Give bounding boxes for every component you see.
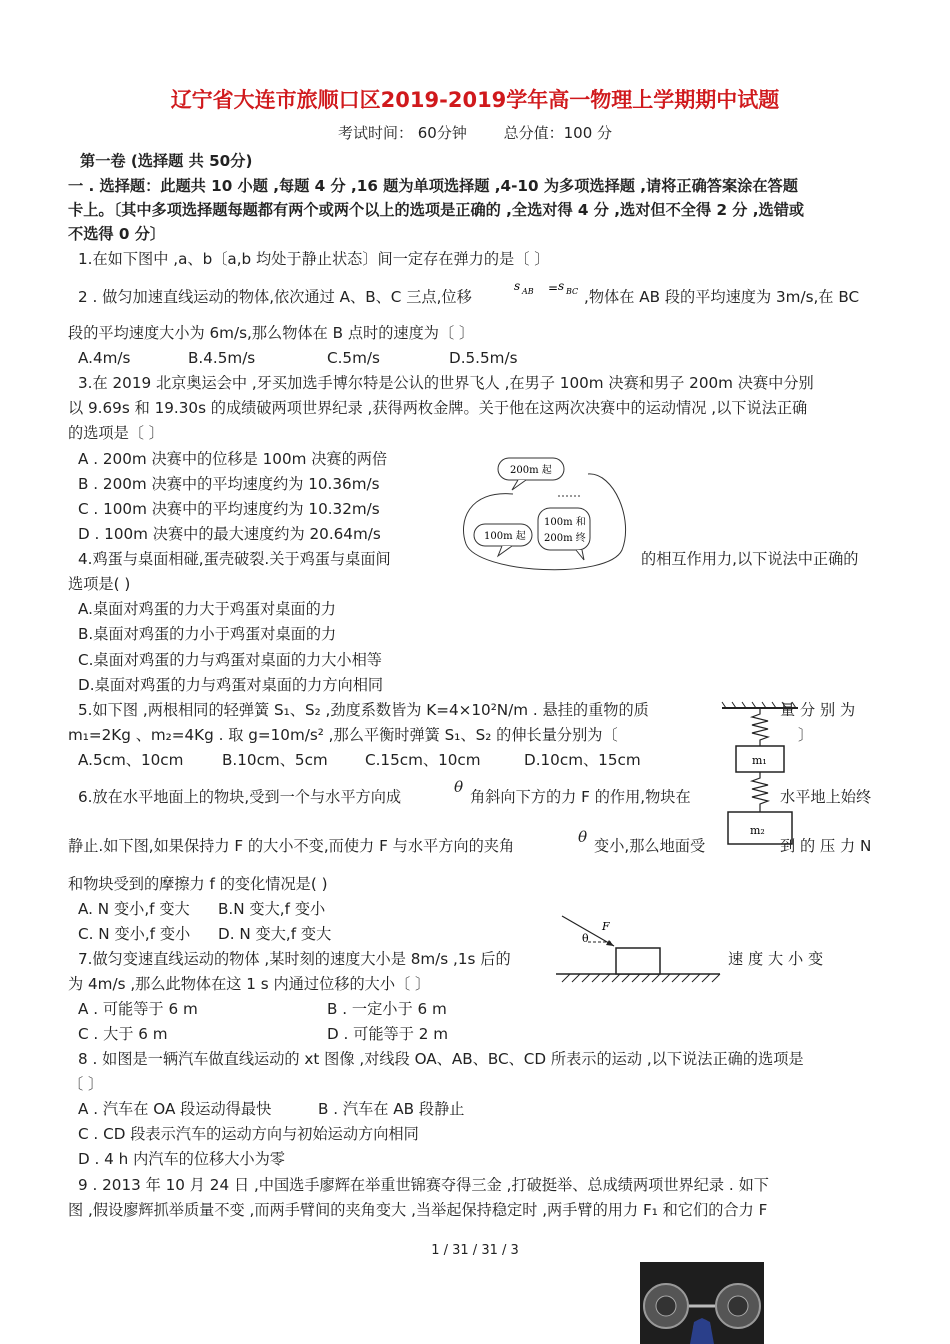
question-7-line-1b: 速 度 大 小 变: [728, 950, 824, 968]
question-5-line-2: m₁=2Kg 、m₂=4Kg . 取 g=10m/s² ,那么平衡时弹簧 S₁、S₂ 的伸长量分别为〔: [68, 726, 618, 744]
question-7-line-1: 7.做匀变速直线运动的物体 ,某时刻的速度大小是 8m/s ,1s 后的: [78, 950, 511, 968]
question-9-line-2: 图 ,假设廖辉抓举质量不变 ,而两手臂间的夹角变大 ,当举起保持稳定时 ,两手臂的用力 F₁ 和它们的合力 F: [68, 1201, 768, 1219]
bubble-finish-label-1: 100m 和: [544, 517, 586, 528]
q3-option-d: D . 100m 决赛中的最大速度约为 20.64m/s: [78, 525, 381, 543]
question-5-line-1b: 量 分 别 为: [780, 701, 856, 719]
section-intro-1: 一 . 选择题：此题共 10 小题 ,每题 4 分 ,16 题为单项选择题 ,4-10 为多项选择题 ,请将正确答案涂在答题: [68, 177, 798, 195]
q3-option-b: B . 200m 决赛中的平均速度约为 10.36m/s: [78, 475, 380, 493]
question-4-line-1b: 的相互作用力,以下说法中正确的: [641, 550, 859, 568]
q5-option-a: A.5cm、10cm: [78, 751, 184, 769]
q6-option-a: A. N 变小,f 变大: [78, 900, 190, 918]
q4-option-d: D.桌面对鸡蛋的力与鸡蛋对桌面的力方向相同: [78, 676, 384, 694]
q6-option-d: D. N 变大,f 变大: [218, 925, 332, 943]
question-3-line-2: 以 9.69s 和 19.30s 的成绩破两项世界纪录 ,获得两枚金牌。关于他在这两次决赛中的运动情况 ,以下说法正确: [68, 399, 808, 417]
question-2-line-1: 2 . 做匀加速直线运动的物体,依次通过 A、B、C 三点,位移: [78, 288, 472, 306]
theta-symbol-1: θ: [454, 778, 464, 796]
q6-option-b: B.N 变大,f 变小: [218, 900, 326, 918]
q8-option-c: C . CD 段表示汽车的运动方向与初始运动方向相同: [78, 1125, 419, 1143]
q7-option-c: C . 大于 6 m: [78, 1025, 168, 1043]
spring-s1: [752, 708, 768, 746]
force-label: F: [602, 920, 610, 933]
block: [616, 948, 660, 974]
q6-option-c: C. N 变小,f 变小: [78, 925, 191, 943]
q8-option-d: D . 4 h 内汽车的位移大小为零: [78, 1150, 285, 1168]
question-3-line-3: 的选项是〔 〕: [68, 424, 164, 442]
bubble-tail-2: [498, 546, 512, 556]
q3-option-a: A . 200m 决赛中的位移是 100m 决赛的两倍: [78, 450, 388, 468]
q4-option-a: A.桌面对鸡蛋的力大于鸡蛋对桌面的力: [78, 600, 336, 618]
plate-left-hub: [656, 1296, 676, 1316]
question-6-line-3: 和物块受到的摩擦力 f 的变化情况是( ): [68, 875, 328, 893]
formula-eq: =: [548, 281, 559, 295]
question-7-line-2: 为 4m/s ,那么此物体在这 1 s 内通过位移的大小〔 〕: [68, 975, 431, 993]
question-6-line-2: 静止.如下图,如果保持力 F 的大小不变,而使力 F 与水平方向的夹角: [68, 837, 515, 855]
bubble-finish-label-2: 200m 终: [544, 533, 586, 544]
question-4-line-2: 选项是( ): [68, 575, 131, 593]
exam-meta: [0, 122, 950, 143]
q2-option-a: A.4m/s: [78, 349, 131, 367]
bubble-tail-3: [576, 550, 584, 560]
question-5-line-1: 5.如下图 ,两根相同的轻弹簧 S₁、S₂ ,劲度系数皆为 K=4×10²N/m . 悬挂的重物的质: [78, 701, 649, 719]
displacement-formula: [512, 276, 592, 306]
question-8-line-2: 〔 〕: [68, 1075, 104, 1093]
question-4-line-1: 4.鸡蛋与桌面相碰,蛋壳破裂.关于鸡蛋与桌面间: [78, 550, 391, 568]
spring-figure: [720, 700, 800, 848]
bubble-200m-start-label: 200m 起: [510, 465, 552, 476]
question-2-line-1b: ,物体在 AB 段的平均速度为 3m/s,在 BC: [584, 288, 860, 306]
q2-option-b: B.4.5m/s: [188, 349, 256, 367]
section-intro-2: 卡上。〔其中多项选择题每题都有两个或两个以上的选项是正确的 ,全选对得 4 分 ,选对但不全得 2 分 ,选错或: [68, 201, 805, 219]
q8-option-b: B . 汽车在 AB 段静止: [318, 1100, 465, 1118]
question-6-line-2c: 到 的 压 力 N: [780, 837, 872, 855]
question-6-line-1c: 水平地上始终: [780, 788, 872, 806]
q2-option-c: C.5m/s: [327, 349, 380, 367]
q5-option-b: B.10cm、5cm: [222, 751, 328, 769]
page-title: 辽宁省大连市旅顺口区2019-2019学年高一物理上学期期中试题: [170, 88, 780, 112]
formula-sub-bc: BC: [566, 287, 579, 296]
bubble-tail-1: [512, 480, 526, 490]
question-5-line-2b: 〕: [798, 726, 814, 744]
formula-s1: s: [514, 279, 521, 293]
formula-sub-ab: AB: [522, 287, 534, 296]
mass-m1-label: m₁: [752, 754, 767, 767]
spring-s2: [752, 772, 768, 812]
force-arrowhead: [606, 940, 614, 946]
q4-option-b: B.桌面对鸡蛋的力小于鸡蛋对桌面的力: [78, 625, 337, 643]
q7-option-b: B . 一定小于 6 m: [327, 1000, 447, 1018]
question-3-line-1: 3.在 2019 北京奥运会中 ,牙买加选手博尔特是公认的世界飞人 ,在男子 100m 决赛和男子 200m 决赛中分别: [78, 374, 814, 392]
question-8-line-1: 8 . 如图是一辆汽车做直线运动的 xt 图像 ,对线段 OA、AB、BC、CD 所表示的运动 ,以下说法正确的选项是: [78, 1050, 804, 1068]
theta-symbol-2: θ: [578, 828, 588, 846]
angle-label: θ: [582, 932, 589, 945]
section-intro-3: 不选得 0 分〕: [68, 225, 166, 243]
question-2-line-2: 段的平均速度大小为 6m/s,那么物体在 B 点时的速度为〔 〕: [68, 324, 475, 342]
weightlifter-photo: [640, 1262, 764, 1344]
q3-option-c: C . 100m 决赛中的平均速度约为 10.32m/s: [78, 500, 380, 518]
formula-s2: s: [558, 279, 565, 293]
block-force-figure: [548, 908, 724, 988]
q7-option-a: A . 可能等于 6 m: [78, 1000, 198, 1018]
q5-option-c: C.15cm、10cm: [365, 751, 481, 769]
section-title: 第一卷 (选择题 共 50分): [80, 152, 253, 170]
plate-right-hub: [728, 1296, 748, 1316]
mass-m2-label: m₂: [750, 824, 765, 837]
question-6-line-1: 6.放在水平地面上的物块,受到一个与水平方向成: [78, 788, 402, 806]
question-6-line-1b: 角斜向下方的力 F 的作用,物块在: [470, 788, 691, 806]
q8-option-a: A . 汽车在 OA 段运动得最快: [78, 1100, 272, 1118]
q7-option-d: D . 可能等于 2 m: [327, 1025, 449, 1043]
question-1: 1.在如下图中 ,a、b〔a,b 均处于静止状态〕间一定存在弹力的是〔 〕: [78, 250, 550, 268]
page-number: 1 / 31 / 31 / 3: [431, 1243, 519, 1258]
total-score: 总分值：100 分: [503, 124, 613, 142]
question-9-line-1: 9 . 2013 年 10 月 24 日 ,中国选手廖辉在举重世锦赛夺得三金 ,打破挺举、总成绩两项世界纪录 . 如下: [78, 1176, 769, 1194]
q4-option-c: C.桌面对鸡蛋的力与鸡蛋对桌面的力大小相等: [78, 651, 382, 669]
race-bubble-figure: [458, 452, 630, 580]
question-6-line-2b: 变小,那么地面受: [594, 837, 706, 855]
q5-option-d: D.10cm、15cm: [524, 751, 641, 769]
ground-hatch: [562, 974, 720, 982]
exam-time: 考试时间： 60分钟: [337, 124, 467, 142]
q2-option-d: D.5.5m/s: [449, 349, 518, 367]
bubble-100m-start-label: 100m 起: [484, 531, 526, 542]
